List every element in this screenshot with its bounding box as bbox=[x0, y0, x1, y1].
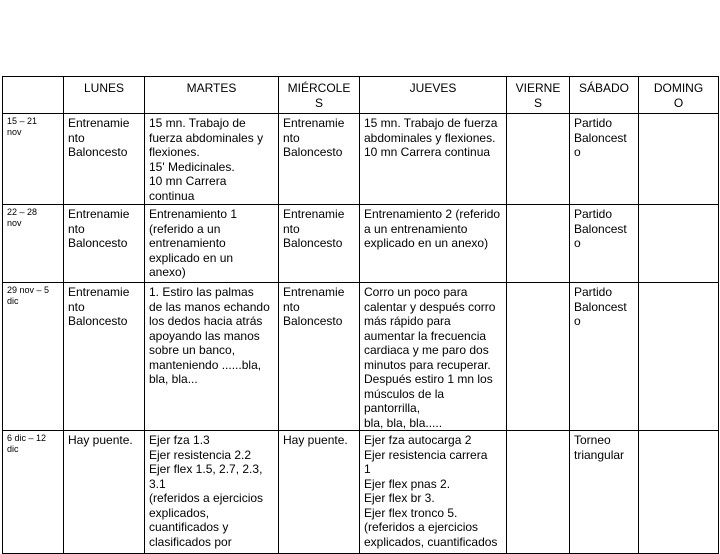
cell-miercoles: Entrenamie nto Baloncesto bbox=[279, 114, 360, 205]
cell-martes: Entrenamiento 1 (referido a un entrenamiento explicado en un anexo) bbox=[145, 205, 279, 283]
cell-domingo bbox=[639, 283, 719, 431]
cell-jueves: Ejer fza autocarga 2 Ejer resistencia carrera 1 Ejer flex pnas 2. Ejer flex br 3. Ejer flex tronco 5. (referidos a ejercicios explicados, cuantificados bbox=[360, 431, 507, 554]
cell-domingo bbox=[639, 205, 719, 283]
header-domingo: DOMING O bbox=[639, 77, 719, 114]
cell-jueves: Corro un poco para calentar y después corro más rápido para aumentar la frecuencia cardiaca y me paro dos minutos para recuperar. Después estiro 1 mn los músculos de la pantorrilla, bla, bla, bla..... bbox=[360, 283, 507, 431]
cell-jueves: Entrenamiento 2 (referido a un entrenamiento explicado en un anexo) bbox=[360, 205, 507, 283]
header-row bbox=[3, 77, 719, 114]
cell-miercoles: Entrenamie nto Baloncesto bbox=[279, 283, 360, 431]
cell-martes: 1. Estiro las palmas de las manos echando los dedos hacia atrás apoyando las manos sobre un banco, manteniendo ......bla, bla, bla... bbox=[145, 283, 279, 431]
week-date: 15 – 21 nov bbox=[3, 114, 64, 205]
cell-viernes bbox=[507, 431, 570, 554]
cell-sabado: Partido Baloncest o bbox=[570, 205, 639, 283]
week-date: 6 dic – 12 dic bbox=[3, 431, 64, 554]
table-row bbox=[3, 431, 719, 554]
cell-lunes: Hay puente. bbox=[64, 431, 145, 554]
weekly-training-schedule bbox=[2, 76, 718, 554]
cell-jueves: 15 mn. Trabajo de fuerza abdominales y flexiones. 10 mn Carrera continua bbox=[360, 114, 507, 205]
header-blank bbox=[3, 77, 64, 114]
cell-sabado: Partido Baloncest o bbox=[570, 283, 639, 431]
header-martes: MARTES bbox=[145, 77, 279, 114]
cell-lunes: Entrenamie nto Baloncesto bbox=[64, 283, 145, 431]
cell-sabado: Torneo triangular bbox=[570, 431, 639, 554]
cell-sabado: Partido Baloncest o bbox=[570, 114, 639, 205]
cell-lunes: Entrenamie nto Baloncesto bbox=[64, 205, 145, 283]
table-row bbox=[3, 205, 719, 283]
week-date: 29 nov – 5 dic bbox=[3, 283, 64, 431]
cell-miercoles: Entrenamie nto Baloncesto bbox=[279, 205, 360, 283]
header-lunes: LUNES bbox=[64, 77, 145, 114]
header-miercoles: MIÉRCOLE S bbox=[279, 77, 360, 114]
cell-miercoles: Hay puente. bbox=[279, 431, 360, 554]
table-row bbox=[3, 283, 719, 431]
cell-martes: 15 mn. Trabajo de fuerza abdominales y flexiones. 15' Medicinales. 10 mn Carrera continua bbox=[145, 114, 279, 205]
header-viernes: VIERNE S bbox=[507, 77, 570, 114]
cell-viernes bbox=[507, 114, 570, 205]
cell-lunes: Entrenamie nto Baloncesto bbox=[64, 114, 145, 205]
cell-domingo bbox=[639, 431, 719, 554]
schedule-table bbox=[2, 76, 719, 554]
header-jueves: JUEVES bbox=[360, 77, 507, 114]
cell-viernes bbox=[507, 283, 570, 431]
cell-domingo bbox=[639, 114, 719, 205]
cell-viernes bbox=[507, 205, 570, 283]
cell-martes: Ejer fza 1.3 Ejer resistencia 2.2 Ejer flex 1.5, 2.7, 2.3, 3.1 (referidos a ejercicios explicados, cuantificados y clasificados por bbox=[145, 431, 279, 554]
week-date: 22 – 28 nov bbox=[3, 205, 64, 283]
table-row bbox=[3, 114, 719, 205]
header-sabado: SÁBADO bbox=[570, 77, 639, 114]
